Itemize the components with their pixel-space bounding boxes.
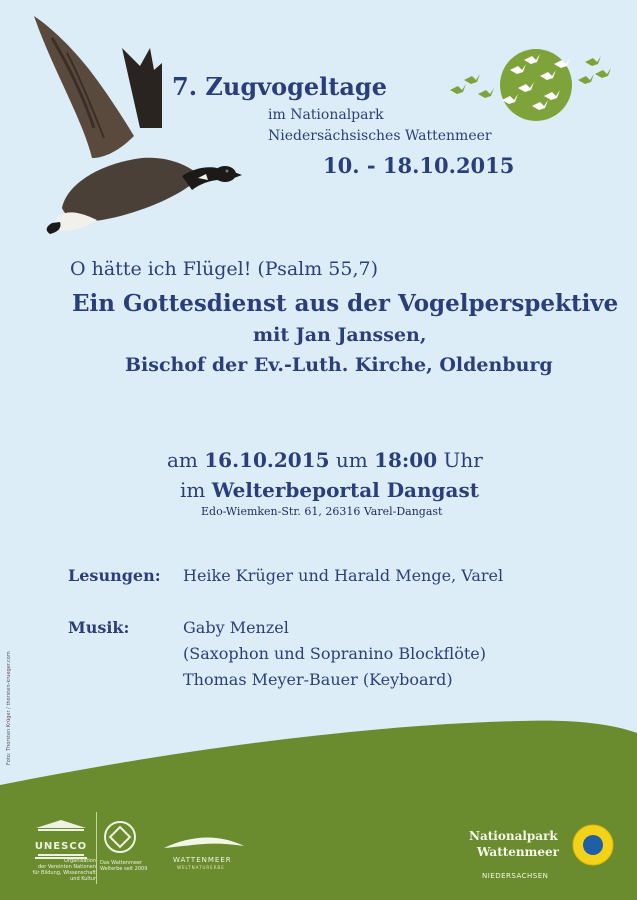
wattenmeer-subtitle: WELTNATURERBE: [177, 865, 225, 870]
service-datetime: am 16.10.2015 um 18:00 Uhr: [167, 448, 483, 472]
footer-divider: [96, 812, 97, 884]
nationalpark-line2: Wattenmeer: [477, 845, 559, 859]
service-bishop: Bischof der Ev.-Luth. Kirche, Oldenburg: [125, 354, 553, 376]
photo-credit: Foto: Thorsten Krüger / thorsten-krueger.com: [6, 651, 12, 765]
event-title: 7. Zugvogeltage: [172, 72, 387, 101]
wattenmeer-wordmark: WATTENMEER: [173, 856, 232, 864]
readings-label: Lesungen:: [68, 566, 161, 585]
music-label: Musik:: [68, 618, 130, 637]
readings-value: Heike Krüger und Harald Menge, Varel: [183, 566, 504, 585]
music-line: Gaby Menzel: [183, 618, 289, 637]
world-heritage-emblem: [103, 820, 137, 854]
service-with: mit Jan Janssen,: [253, 324, 427, 346]
event-subtitle-line1: im Nationalpark: [268, 107, 384, 123]
nationalpark-circle-logo: [571, 823, 615, 867]
nationalpark-line3: NIEDERSACHSEN: [482, 872, 549, 880]
goose-illustration: [22, 8, 242, 238]
unesco-wordmark: UNESCO: [34, 841, 88, 852]
world-heritage-text: Das Wattenmeer Welterbe seit 2009: [100, 860, 148, 872]
service-time: 18:00: [374, 448, 438, 472]
event-subtitle-line2: Niedersächsisches Wattenmeer: [268, 128, 492, 144]
service-date: 16.10.2015: [204, 448, 330, 472]
wattenmeer-wave-logo: [160, 832, 248, 852]
venue-address: Edo-Wiemken-Str. 61, 26316 Varel-Dangast: [201, 505, 443, 518]
event-dates: 10. - 18.10.2015: [323, 153, 515, 178]
psalm-quote: O hätte ich Flügel! (Psalm 55,7): [70, 258, 378, 280]
service-title: Ein Gottesdienst aus der Vogelperspektive: [72, 290, 619, 317]
migrating-birds-logo: [440, 40, 615, 125]
music-line: Thomas Meyer-Bauer (Keyboard): [183, 670, 453, 689]
service-location: im Welterbeportal Dangast: [180, 478, 479, 502]
unesco-text: Organisation der Vereinten Nationen für Bildung, Wissenschaft und Kultur: [32, 858, 96, 882]
music-line: (Saxophon und Sopranino Blockflöte): [183, 644, 486, 663]
nationalpark-line1: Nationalpark: [469, 829, 558, 843]
venue-name: Welterbeportal Dangast: [211, 478, 479, 502]
